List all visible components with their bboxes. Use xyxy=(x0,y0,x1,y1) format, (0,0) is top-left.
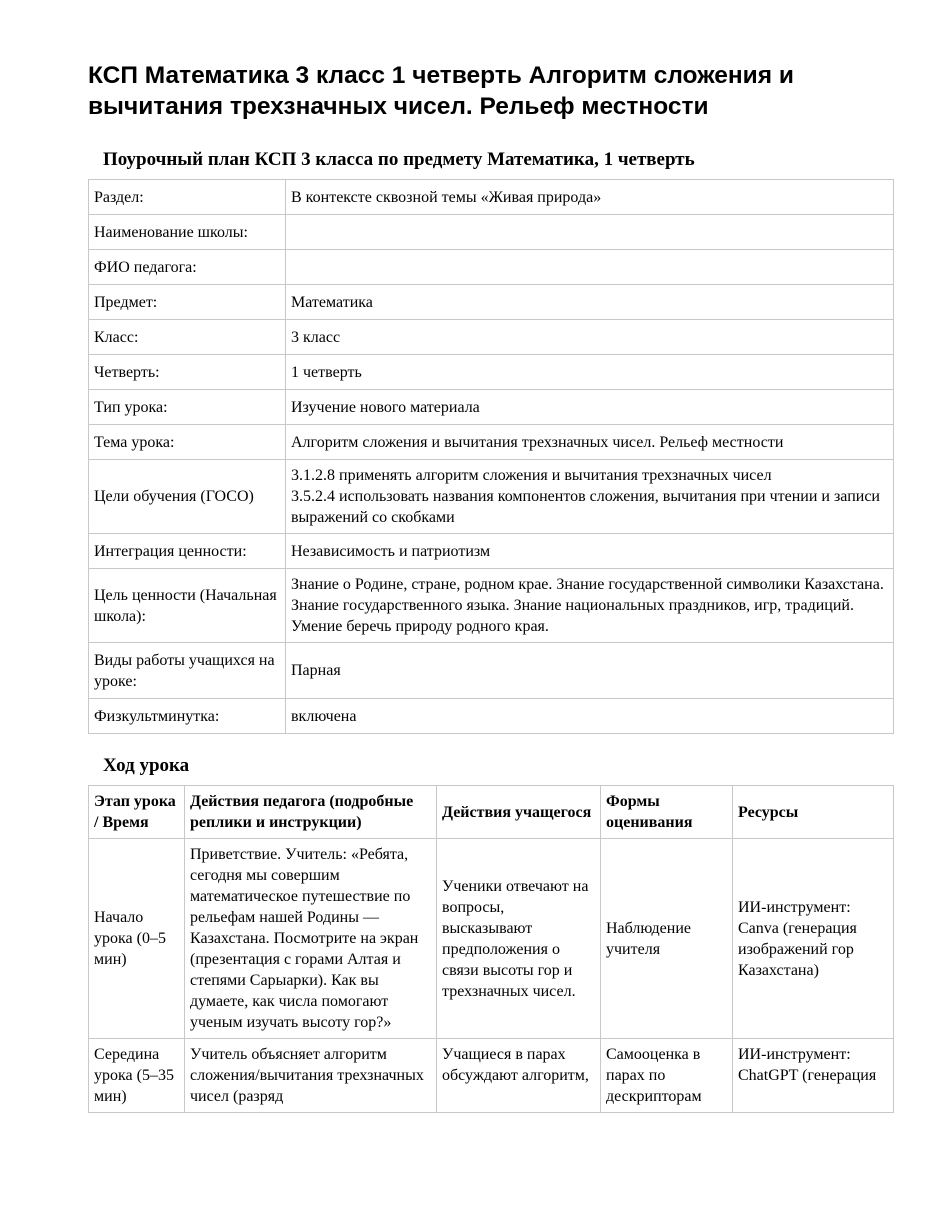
info-label: Тип урока: xyxy=(89,390,286,425)
lesson-course-table xyxy=(88,785,894,1113)
stage-cell: Начало урока (0–5 мин) xyxy=(89,839,185,1039)
table-row xyxy=(89,839,894,1039)
info-row xyxy=(89,215,894,250)
table-row xyxy=(89,1039,894,1113)
info-label: Наименование школы: xyxy=(89,215,286,250)
info-label: Цель ценности (Начальная школа): xyxy=(89,569,286,643)
info-label: Физкультминутка: xyxy=(89,699,286,734)
info-label: Виды работы учащихся на уроке: xyxy=(89,643,286,699)
info-value: Математика xyxy=(286,285,894,320)
learning-goal-line: 3.5.2.4 использовать названия компонентов сложения, вычитания при чтении и записи выражений со скобками xyxy=(291,488,880,526)
plan-heading: Поурочный план КСП 3 класса по предмету Математика, 1 четверть xyxy=(103,149,695,170)
info-label: Тема урока: xyxy=(89,425,286,460)
column-header: Формы оценивания xyxy=(601,786,733,839)
column-header: Этап урока / Время xyxy=(89,786,185,839)
info-value: Изучение нового материала xyxy=(286,390,894,425)
resources-cell: ИИ-инструмент: ChatGPT (генерация xyxy=(733,1039,894,1113)
info-value: 3 класс xyxy=(286,320,894,355)
course-heading: Ход урока xyxy=(103,755,190,776)
column-header: Действия педагога (подробные реплики и инструкции) xyxy=(185,786,437,839)
info-label: Интеграция ценности: xyxy=(89,534,286,569)
info-value xyxy=(286,250,894,285)
info-row xyxy=(89,250,894,285)
page-cutoff xyxy=(0,1164,935,1210)
student-actions-cell: Учащиеся в парах обсуждают алгоритм, xyxy=(437,1039,601,1113)
info-label: Цели обучения (ГОСО) xyxy=(89,460,286,534)
info-label: Класс: xyxy=(89,320,286,355)
info-label: Раздел: xyxy=(89,180,286,215)
info-row xyxy=(89,699,894,734)
info-row xyxy=(89,643,894,699)
info-value: В контексте сквозной темы «Живая природа» xyxy=(286,180,894,215)
teacher-actions-cell: Приветствие. Учитель: «Ребята, сегодня мы совершим математическое путешествие по рельефам нашей Родины — Казахстана. Посмотрите на экран (презентация с горами Алтая и степями Сарыарки). Как вы думаете, как числа помогают ученым изучать высоту гор?» xyxy=(185,839,437,1039)
student-actions-cell: Ученики отвечают на вопросы, высказывают предположения о связи высоты гор и трехзначных чисел. xyxy=(437,839,601,1039)
info-row xyxy=(89,460,894,534)
lesson-info-table xyxy=(88,179,894,734)
info-row xyxy=(89,569,894,643)
info-value: Независимость и патриотизм xyxy=(286,534,894,569)
info-value: Алгоритм сложения и вычитания трехзначных чисел. Рельеф местности xyxy=(286,425,894,460)
info-value: Знание о Родине, стране, родном крае. Знание государственной символики Казахстана. Знание государственного языка. Знание национальных праздников, игр, традиций. Умение беречь природу родного края. xyxy=(286,569,894,643)
info-value: Парная xyxy=(286,643,894,699)
info-value: 1 четверть xyxy=(286,355,894,390)
stage-cell: Середина урока (5–35 мин) xyxy=(89,1039,185,1113)
info-row xyxy=(89,534,894,569)
teacher-actions-cell: Учитель объясняет алгоритм сложения/вычитания трехзначных чисел (разряд xyxy=(185,1039,437,1113)
info-row xyxy=(89,180,894,215)
learning-goal-line: 3.1.2.8 применять алгоритм сложения и вычитания трехзначных чисел xyxy=(291,467,772,484)
column-header: Ресурсы xyxy=(733,786,894,839)
info-row xyxy=(89,425,894,460)
info-value xyxy=(286,215,894,250)
assessment-cell: Наблюдение учителя xyxy=(601,839,733,1039)
table-header-row xyxy=(89,786,894,839)
info-label: Предмет: xyxy=(89,285,286,320)
info-row xyxy=(89,390,894,425)
info-value: включена xyxy=(286,699,894,734)
resources-cell: ИИ-инструмент: Canva (генерация изображений гор Казахстана) xyxy=(733,839,894,1039)
document-title: КСП Математика 3 класс 1 четверть Алгоритм сложения и вычитания трехзначных чисел. Рельеф местности xyxy=(88,62,794,120)
assessment-cell: Самооценка в парах по дескрипторам xyxy=(601,1039,733,1113)
info-label: Четверть: xyxy=(89,355,286,390)
info-row xyxy=(89,355,894,390)
column-header: Действия учащегося xyxy=(437,786,601,839)
info-row xyxy=(89,320,894,355)
info-value xyxy=(286,460,894,534)
info-row xyxy=(89,285,894,320)
info-label: ФИО педагога: xyxy=(89,250,286,285)
